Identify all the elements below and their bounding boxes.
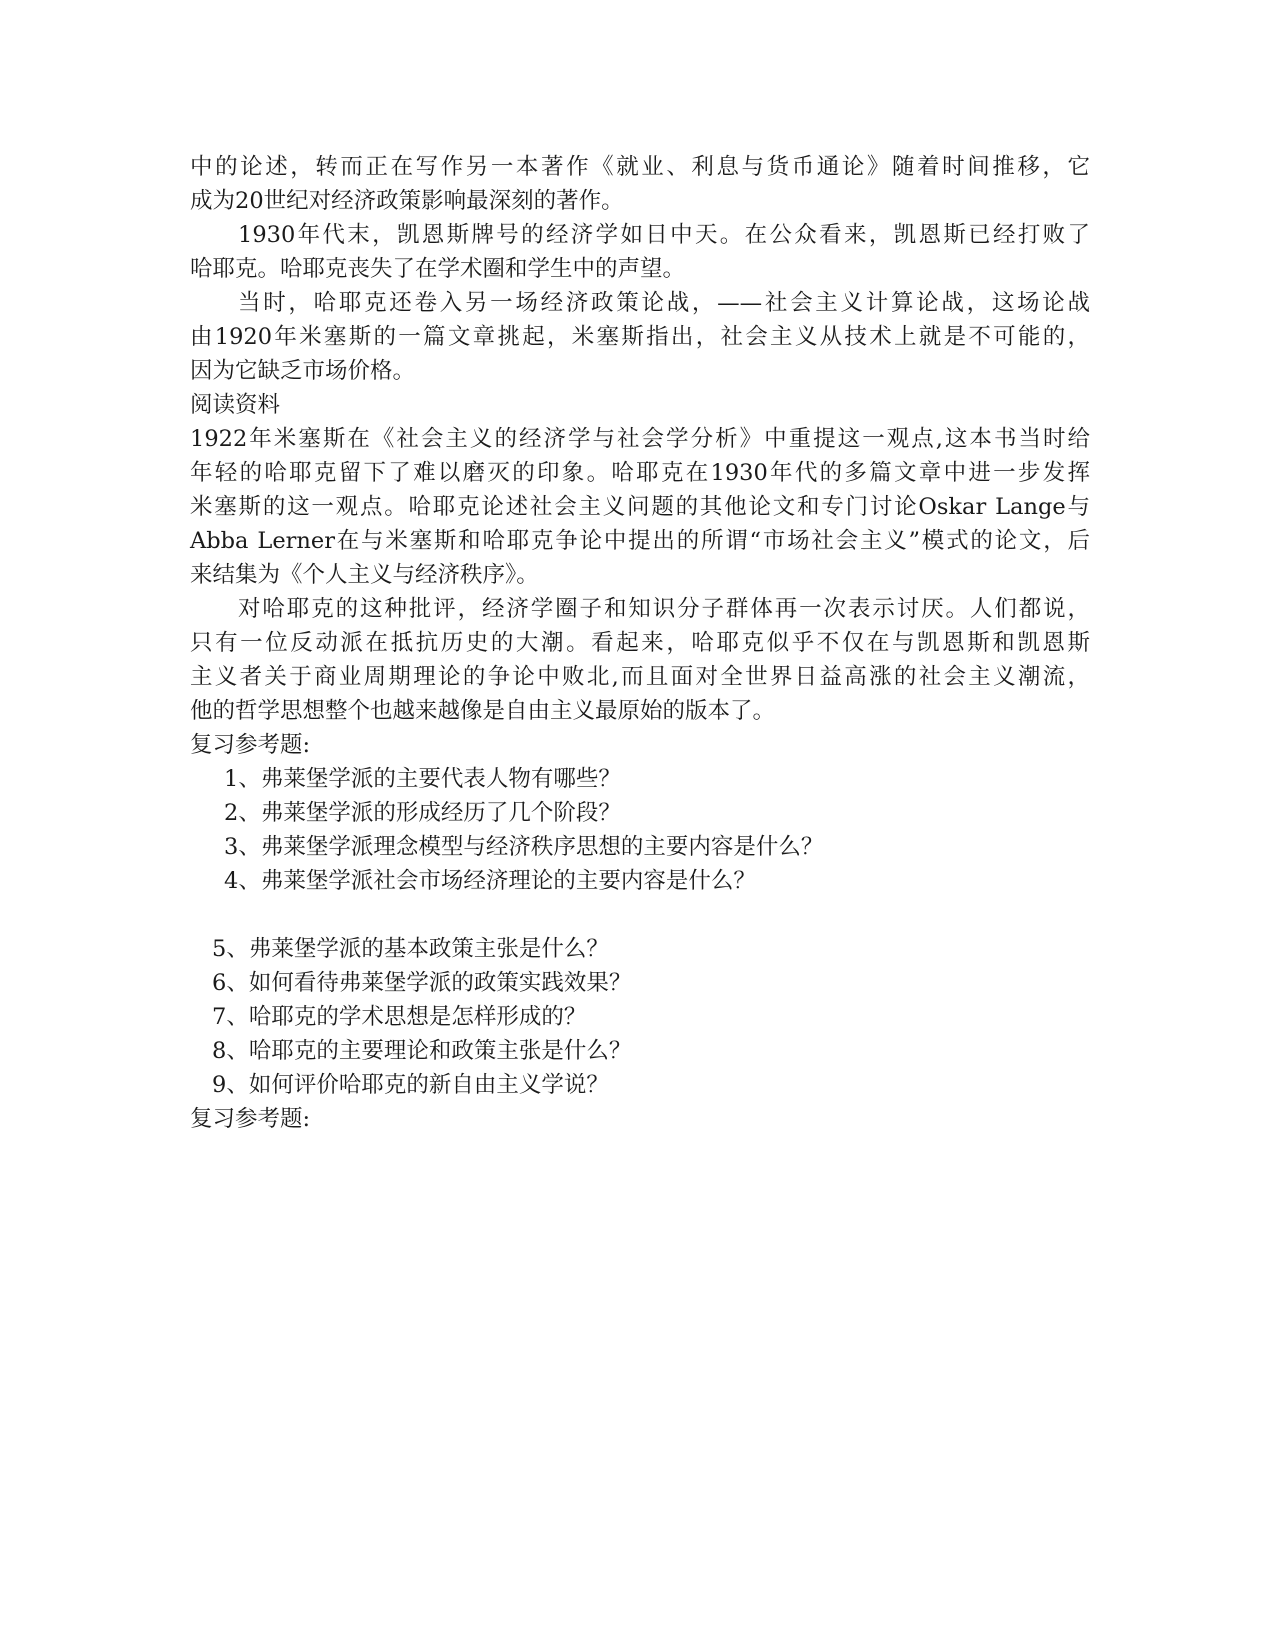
review-question: 1、弗莱堡学派的主要代表人物有哪些？	[224, 766, 621, 792]
paragraph-socialist-calculation-debate	[190, 286, 1090, 388]
paragraph-criticism-of-hayek	[190, 592, 1090, 728]
text-line: 1930年代末，凯恩斯牌号的经济学如日中天。在公众看来，凯恩斯已经打败了	[238, 222, 1090, 248]
text-line: 年轻的哈耶克留下了难以磨灭的印象。哈耶克在1930年代的多篇文章中进一步发挥	[190, 460, 1090, 486]
text-line: 只有一位反动派在抵抗历史的大潮。看起来，哈耶克似乎不仅在与凯恩斯和凯恩斯	[190, 630, 1090, 656]
review-question: 4、弗莱堡学派社会市场经济理论的主要内容是什么？	[224, 868, 756, 894]
text-line: 米塞斯的这一观点。哈耶克论述社会主义问题的其他论文和专门讨论Oskar Lange与	[190, 494, 1090, 520]
text-line: 成为20世纪对经济政策影响最深刻的著作。	[190, 188, 624, 214]
review-question: 7、哈耶克的学术思想是怎样形成的？	[212, 1004, 587, 1030]
text-line: 1922年米塞斯在《社会主义的经济学与社会学分析》中重提这一观点,这本书当时给	[190, 426, 1090, 452]
text-line: 由1920年米塞斯的一篇文章挑起，米塞斯指出，社会主义从技术上就是不可能的，	[190, 324, 1090, 350]
blank-line	[190, 898, 1090, 932]
review-question: 8、哈耶克的主要理论和政策主张是什么？	[212, 1038, 632, 1064]
text-line: 他的哲学思想整个也越来越像是自由主义最原始的版本了。	[190, 698, 776, 724]
paragraph-mises-socialism	[190, 422, 1090, 592]
text-line: 当时，哈耶克还卷入另一场经济政策论战，——社会主义计算论战，这场论战	[238, 290, 1090, 316]
review-question: 3、弗莱堡学派理念模型与经济秩序思想的主要内容是什么？	[224, 834, 824, 860]
document-page	[190, 150, 1090, 1136]
review-questions-list-a	[190, 762, 1090, 898]
reading-material-heading: 阅读资料	[190, 392, 281, 418]
paragraph-keynesian-dominance	[190, 218, 1090, 286]
text-line: 因为它缺乏市场价格。	[190, 358, 416, 384]
text-line: 主义者关于商业周期理论的争论中败北,而且面对全世界日益高涨的社会主义潮流，	[190, 664, 1090, 690]
review-questions-heading-repeat: 复习参考题:	[190, 1106, 311, 1132]
review-question: 5、弗莱堡学派的基本政策主张是什么？	[212, 936, 609, 962]
review-question: 2、弗莱堡学派的形成经历了几个阶段？	[224, 800, 621, 826]
paragraph-keynes-general-theory	[190, 150, 1090, 218]
review-questions-list-b	[190, 932, 1090, 1102]
text-line: 中的论述，转而正在写作另一本著作《就业、利息与货币通论》随着时间推移，它	[190, 154, 1090, 180]
review-question: 9、如何评价哈耶克的新自由主义学说？	[212, 1072, 609, 1098]
text-line: Abba Lerner在与米塞斯和哈耶克争论中提出的所谓“市场社会主义”模式的论文，后	[190, 528, 1090, 554]
review-question: 6、如何看待弗莱堡学派的政策实践效果？	[212, 970, 632, 996]
text-line: 对哈耶克的这种批评，经济学圈子和知识分子群体再一次表示讨厌。人们都说，	[238, 596, 1090, 622]
text-line: 来结集为《个人主义与经济秩序》。	[190, 562, 539, 588]
review-questions-heading: 复习参考题:	[190, 732, 311, 758]
text-line: 哈耶克。哈耶克丧失了在学术圈和学生中的声望。	[190, 256, 686, 282]
